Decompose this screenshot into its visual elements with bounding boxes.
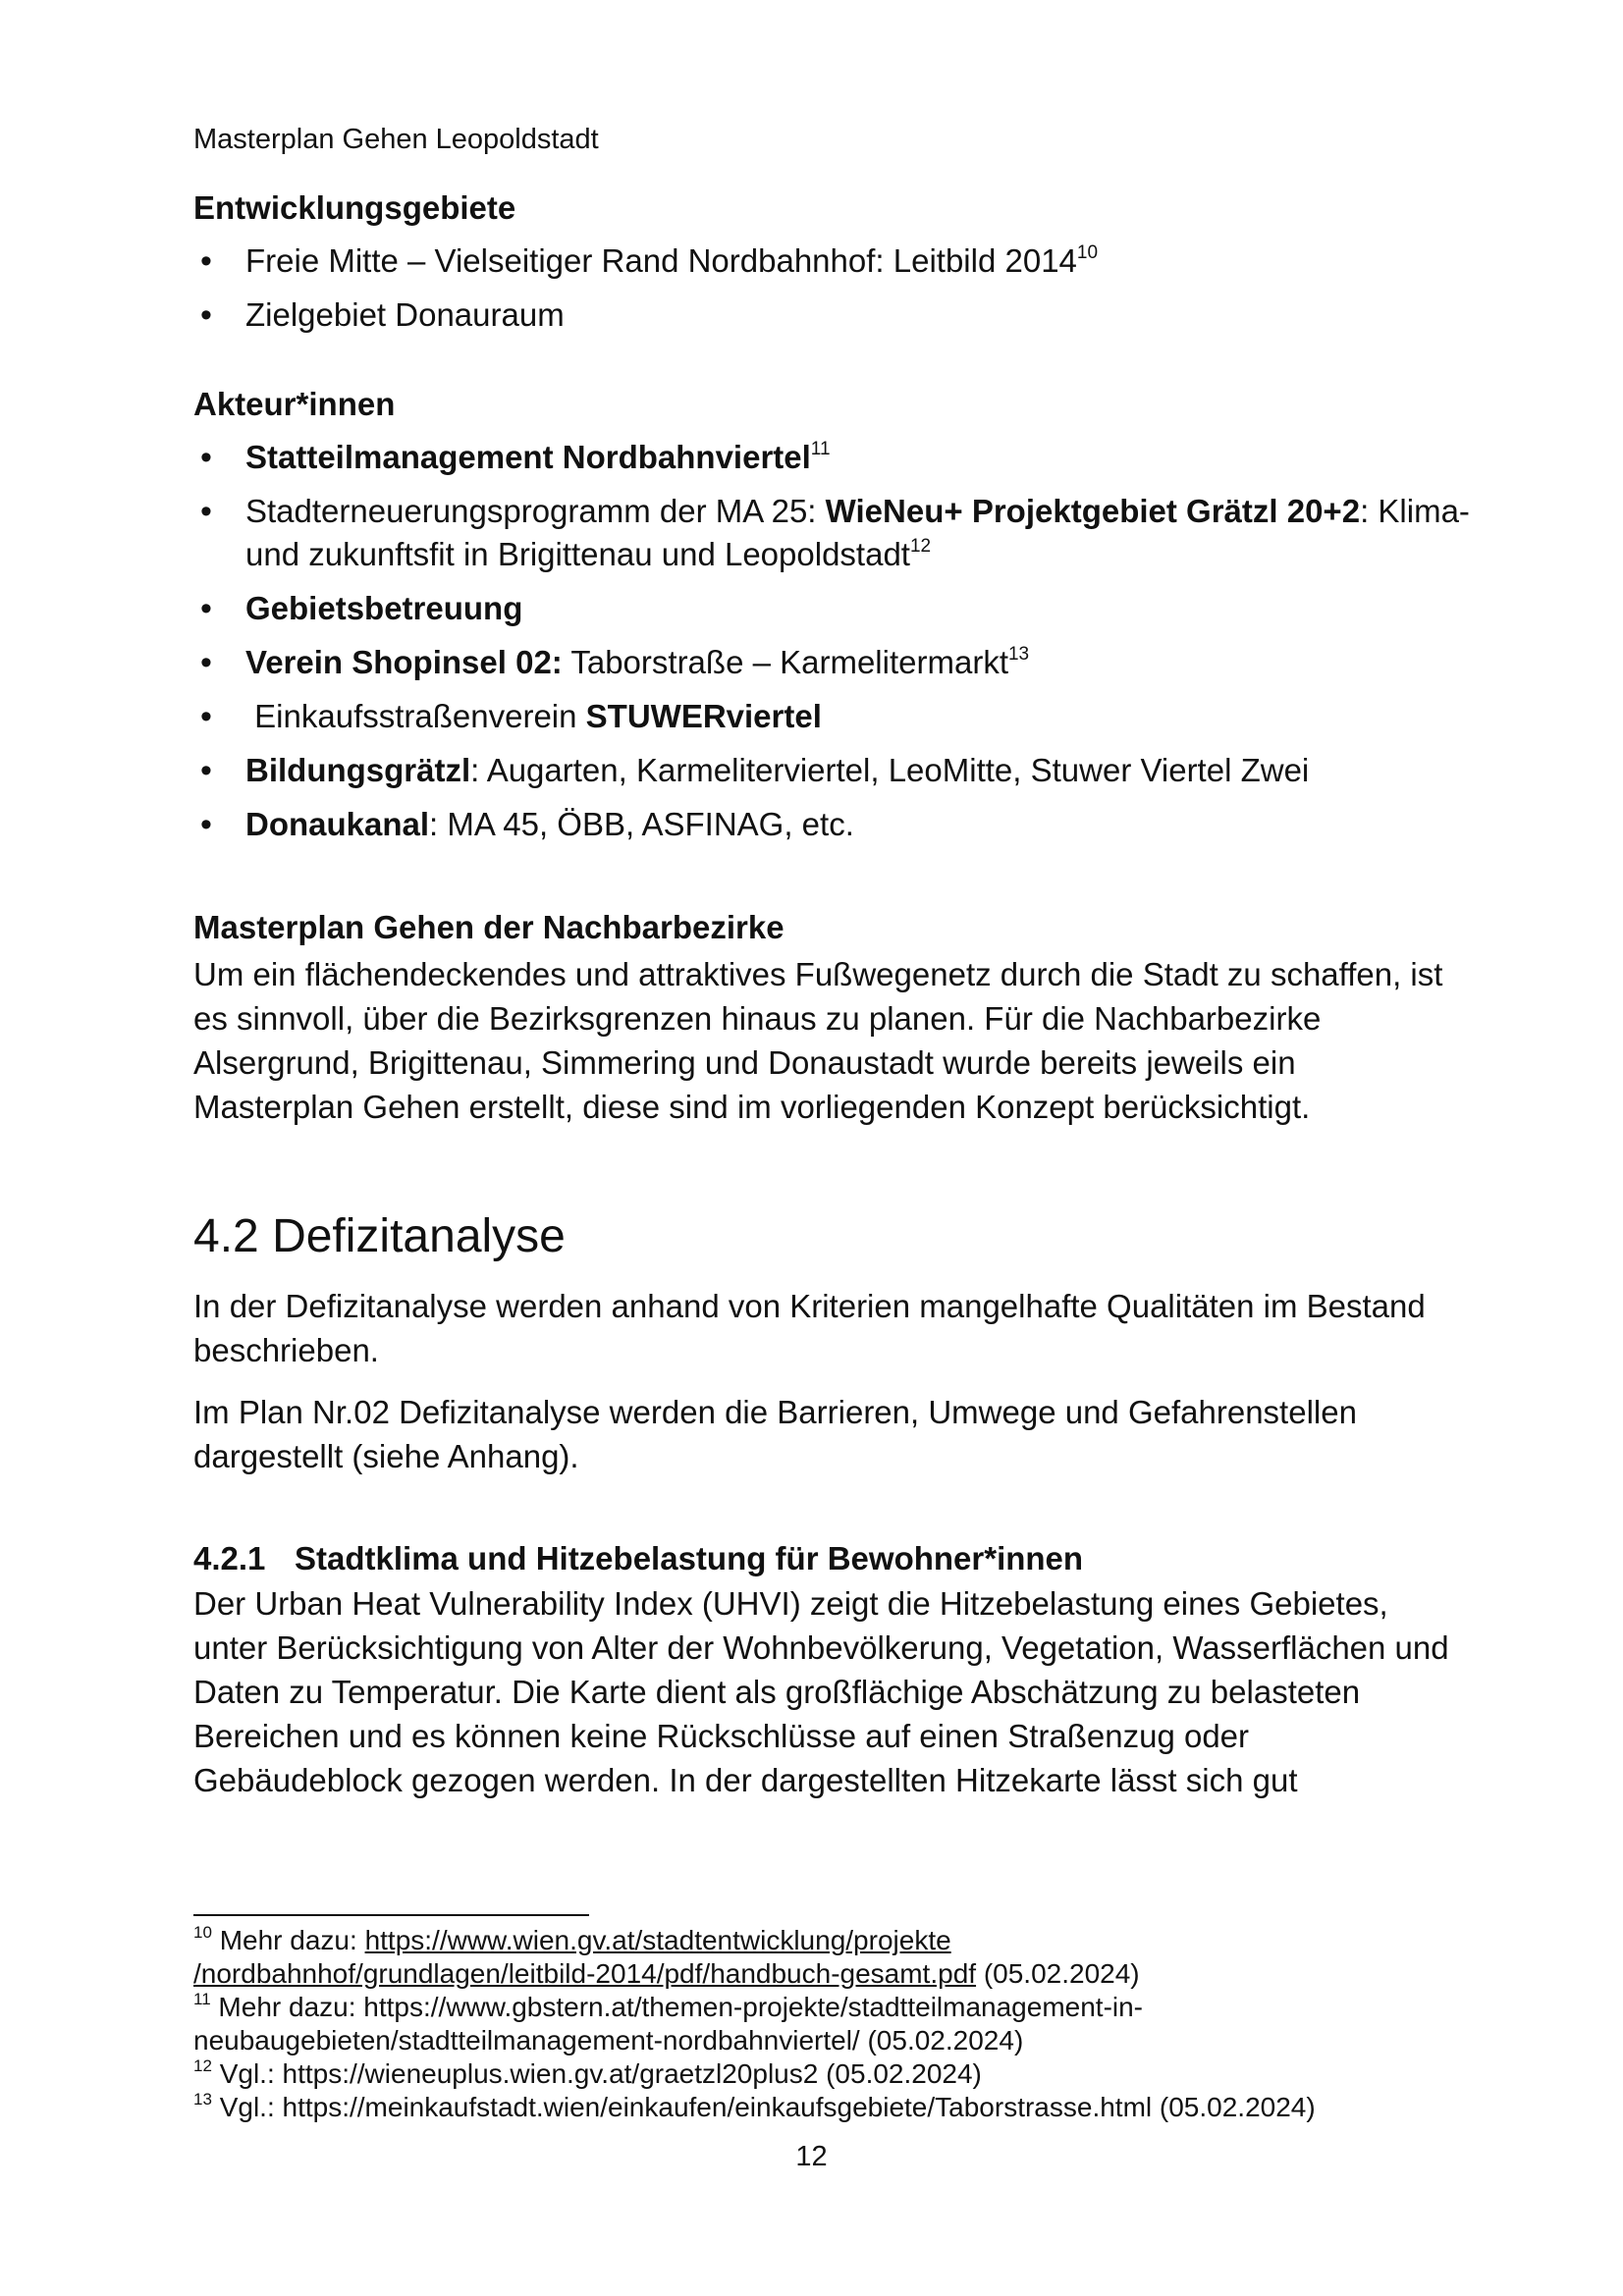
akteurinnen-list: [245, 436, 1473, 857]
list-item-bold: WieNeu+ Projektgebiet Grätzl 20+2: [825, 493, 1361, 529]
list-item-bold: Statteilmanagement Nordbahnviertel: [245, 439, 811, 475]
footnote-ref[interactable]: 13: [1007, 644, 1030, 665]
footnote-number: 11: [193, 1989, 211, 2008]
list-item-bold: Gebietsbetreuung: [245, 590, 523, 626]
list-item-bold: STUWERviertel: [585, 698, 822, 734]
list-item-text: Freie Mitte – Vielseitiger Rand Nordbahnhof: Leitbild 2014: [245, 242, 1077, 279]
list-item-bold: Verein Shopinsel 02:: [245, 644, 563, 680]
footnote-11-cont: neubaugebieten/stadtteilmanagement-nordbahnviertel/ (05.02.2024): [193, 2025, 1024, 2056]
footnote-ref[interactable]: 10: [1076, 242, 1099, 263]
paragraph-nachbarbezirke: Um ein flächendeckendes und attraktives Fußwegenetz durch die Stadt zu schaffen, ist es sinnvoll, über die Bezirksgrenzen hinaus zu planen. Für die Nachbarbezirke Alsergrund, Brigittenau, Simmering und Donaustadt wurde bereits jeweils ein Masterplan Gehen erstellt, diese sind im vorliegenden Konzept berücksichtigt.: [193, 956, 1443, 1125]
list-item: [245, 240, 1473, 283]
footnotes: [193, 1924, 1470, 2124]
section-title: 4.2 Defizitanalyse: [193, 1210, 566, 1262]
paragraph-defizitanalyse-2: Im Plan Nr.02 Defizitanalyse werden die Barrieren, Umwege und Gefahrenstellen dargestellt (siehe Anhang).: [193, 1394, 1357, 1474]
list-item-text: Stadterneuerungsprogramm der MA 25:: [245, 493, 826, 529]
footnote-number: 10: [193, 1922, 212, 1942]
footnote-divider: [193, 1914, 589, 1916]
list-item: [245, 294, 1473, 337]
list-item: [245, 803, 1473, 846]
footnote-10: [193, 1924, 1470, 1957]
list-item-bold: Bildungsgrätzl: [245, 752, 471, 788]
subsection-title-text: Stadtklima und Hitzebelastung für Bewohner*innen: [295, 1540, 1084, 1576]
paragraph-stadtklima: Der Urban Heat Vulnerability Index (UHVI) zeigt die Hitzebelastung eines Gebietes, unter Berücksichtigung von Alter der Wohnbevölkerung, Vegetation, Wasserflächen und Daten zu Temperatur. Die Karte dient als großflächige Abschätzung zu belasteten Bereichen und es können keine Rückschlüsse auf einen Straßenzug oder Gebäudeblock gezogen werden. In der dargestellten Hitzekarte lässt sich gut: [193, 1585, 1449, 1798]
footnote-text: Vgl.: https://meinkaufstadt.wien/einkaufen/einkaufsgebiete/Taborstrasse.html (05.02.2024): [211, 2092, 1316, 2122]
footnote-link[interactable]: https://www.wien.gv.at/stadtentwicklung/projekte: [364, 1925, 951, 1955]
page-number: 12: [795, 2141, 828, 2172]
footnote-date: (05.02.2024): [976, 1958, 1140, 1989]
footnote-10-cont: [193, 1957, 1470, 1991]
entwicklungsgebiete-list: [245, 240, 1473, 347]
list-item: [245, 641, 1473, 684]
subsection-number: 4.2.1: [193, 1540, 266, 1576]
footnote-text: Mehr dazu:: [211, 1925, 365, 1955]
subsection-title: [193, 1539, 1083, 1578]
running-header: Masterplan Gehen Leopoldstadt: [193, 124, 599, 155]
list-item: [245, 587, 1473, 630]
footnote-number: 13: [193, 2089, 212, 2109]
footnote-text: Mehr dazu: https://www.gbstern.at/themen-projekte/stadtteilmanagement-in-: [210, 1992, 1144, 2022]
list-item: [245, 749, 1473, 792]
footnote-ref[interactable]: 11: [810, 439, 831, 459]
footnote-link[interactable]: /nordbahnhof/grundlagen/leitbild-2014/pdf/handbuch-gesamt.pdf: [193, 1958, 977, 1989]
list-item-text: Taborstraße – Karmelitermarkt: [562, 644, 1008, 680]
footnote-text: Vgl.: https://wieneuplus.wien.gv.at/graetzl20plus2 (05.02.2024): [211, 2058, 982, 2089]
footnote-12: [193, 2057, 1470, 2091]
list-item-bold: Donaukanal: [245, 806, 430, 842]
list-item-text: : Klima- und zukunftsfit in Brigittenau und Leopoldstadt: [245, 493, 1470, 572]
list-item-text: : MA 45, ÖBB, ASFINAG, etc.: [429, 806, 854, 842]
list-item-text: : Augarten, Karmeliterviertel, LeoMitte, Stuwer Viertel Zwei: [470, 752, 1310, 788]
list-item: [245, 436, 1473, 479]
paragraph-defizitanalyse-1: In der Defizitanalyse werden anhand von Kriterien mangelhafte Qualitäten im Bestand beschrieben.: [193, 1288, 1426, 1368]
list-item: [245, 695, 1473, 738]
footnote-number: 12: [193, 2056, 212, 2075]
footnote-11: [193, 1991, 1470, 2024]
heading-nachbarbezirke: Masterplan Gehen der Nachbarbezirke: [193, 909, 784, 945]
footnote-ref[interactable]: 12: [909, 536, 932, 557]
list-item-text: Zielgebiet Donauraum: [245, 296, 565, 333]
heading-akteurinnen: Akteur*innen: [193, 386, 396, 422]
list-item: [245, 490, 1473, 576]
footnote-13: [193, 2091, 1470, 2124]
list-item-text: Einkaufsstraßenverein: [245, 698, 586, 734]
heading-entwicklungsgebiete: Entwicklungsgebiete: [193, 189, 516, 226]
